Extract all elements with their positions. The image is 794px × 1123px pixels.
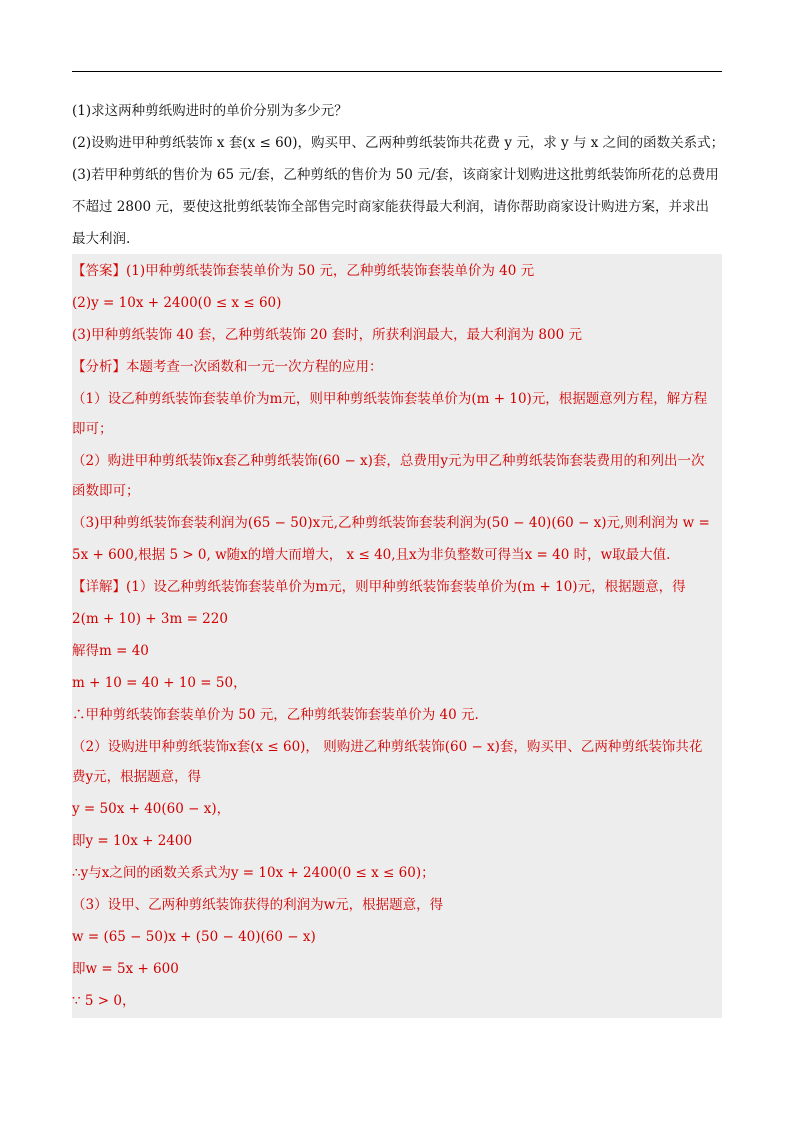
detail-2-conclusion: ∴y与x之间的函数关系式为y = 10x + 2400(0 ≤ x ≤ 60)； — [72, 865, 435, 881]
detail-3-intro: （3）设甲、乙两种剪纸装饰获得的利润为w元，根据题意，得 — [72, 897, 444, 913]
detail-2-equation: y = 50x + 40(60 − x)， — [72, 801, 231, 817]
detail-1-equation: 2(m + 10) + 3m = 220 — [72, 611, 228, 627]
question-3-line-2: 不超过 2800 元，要使这批剪纸装饰全部售完时商家能获得最大利润，请你帮助商家设计购进方案，并求出 — [72, 199, 709, 215]
detail-1-solution: 解得m = 40 — [72, 643, 149, 659]
detail-1-conclusion: ∴甲种剪纸装饰套装单价为 50 元，乙种剪纸装饰套装单价为 40 元. — [72, 707, 479, 723]
answer-label-line: 【答案】(1)甲种剪纸装饰套装单价为 50 元，乙种剪纸装饰套装单价为 40 元 — [72, 263, 535, 279]
question-2: (2)设购进甲种剪纸装饰 x 套(x ≤ 60)，购买甲、乙两种剪纸装饰共花费 y 元，求 y 与 x 之间的函数关系式； — [72, 135, 725, 151]
answer-part-2: (2)y = 10x + 2400(0 ≤ x ≤ 60) — [72, 295, 282, 311]
analysis-2-line-2: 函数即可； — [72, 483, 140, 499]
detail-1-intro: 【详解】(1）设乙种剪纸装饰套装单价为m元，则甲种剪纸装饰套装单价为(m + 10)元，根据题意，得 — [72, 579, 686, 595]
analysis-1-line-1: （1）设乙种剪纸装饰套装单价为m元，则甲种剪纸装饰套装单价为(m + 10)元，根据题意列方程，解方程 — [72, 391, 708, 407]
detail-2-line-2: 费y元，根据题意，得 — [72, 769, 202, 785]
detail-1-compute: m + 10 = 40 + 10 = 50， — [72, 675, 247, 691]
detail-2-line-1: （2）设购进甲种剪纸装饰x套(x ≤ 60)， 则购进乙种剪纸装饰(60 − x)套，购买甲、乙两种剪纸装饰共花 — [72, 739, 703, 755]
question-1: (1)求这两种剪纸购进时的单价分别为多少元？ — [72, 103, 348, 119]
detail-3-equation: w = (65 − 50)x + (50 − 40)(60 − x) — [72, 929, 316, 945]
analysis-1-line-2: 即可； — [72, 421, 113, 437]
analysis-heading: 【分析】本题考查一次函数和一元一次方程的应用： — [72, 359, 383, 375]
detail-3-simplified: 即w = 5x + 600 — [72, 961, 179, 977]
analysis-3-line-1: （3)甲种剪纸装饰套装利润为(65 − 50)x元,乙种剪纸装饰套装利润为(50 − 40)(60 − x)元,则利润为 w = — [72, 515, 710, 531]
header-rule — [72, 71, 722, 72]
question-3-line-1: (3)若甲种剪纸的售价为 65 元/套，乙种剪纸的售价为 50 元/套，该商家计划购进这批剪纸装饰所花的总费用 — [72, 167, 719, 183]
analysis-2-line-1: （2）购进甲种剪纸装饰x套乙种剪纸装饰(60 − x)套，总费用y元为甲乙种剪纸装饰套装费用的和列出一次 — [72, 453, 705, 469]
question-3-line-3: 最大利润. — [72, 231, 131, 247]
detail-2-simplified: 即y = 10x + 2400 — [72, 833, 193, 849]
answer-part-3: (3)甲种剪纸装饰 40 套，乙种剪纸装饰 20 套时，所获利润最大，最大利润为 800 元 — [72, 327, 582, 343]
detail-3-reason: ∵ 5 > 0， — [72, 993, 136, 1009]
analysis-3-line-2: 5x + 600,根据 5 > 0, w随x的增大而增大， x ≤ 40,且x为非负整数可得当x = 40 时，w取最大值. — [72, 547, 671, 563]
